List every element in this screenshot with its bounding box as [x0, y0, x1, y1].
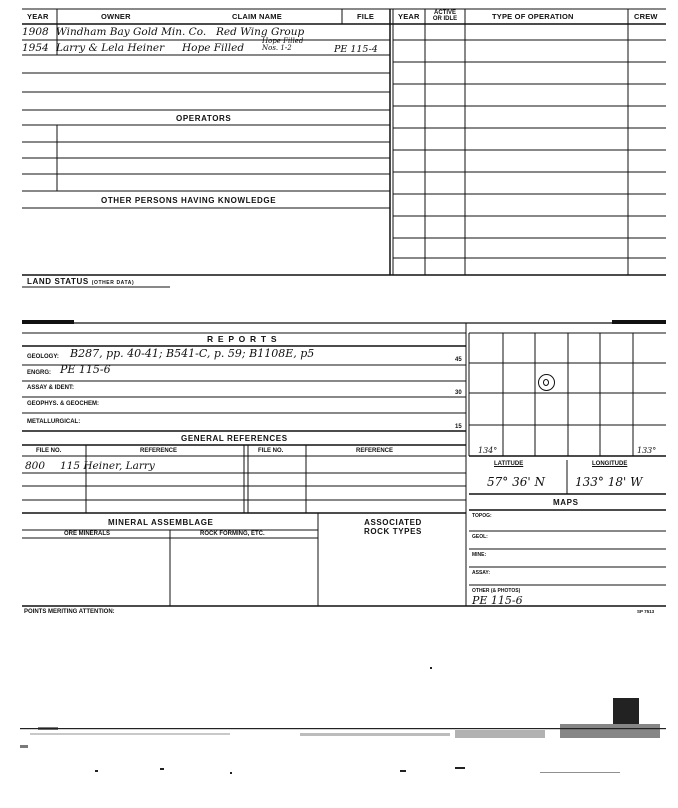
- land-status-label: LAND STATUS: [27, 277, 89, 286]
- gr-col-reference-2: REFERENCE: [356, 448, 394, 454]
- points-meriting-attention-label: POINTS MERITING ATTENTION:: [24, 609, 115, 615]
- latitude-label: LATITUDE: [494, 461, 524, 467]
- owner-row-2-file: PE 115-4: [334, 44, 378, 55]
- header-active-line1: ACTIVE: [433, 10, 456, 16]
- header-file: FILE: [357, 12, 375, 21]
- margin-30: 30: [455, 390, 462, 396]
- gr-col-reference: REFERENCE: [140, 448, 178, 454]
- owner-row-2-note: Hope Filled Nos. 1-2: [262, 37, 304, 52]
- lon-left-value: 134°: [478, 446, 498, 455]
- ore-minerals-label: ORE MINERALS: [64, 531, 111, 537]
- gr-row-1-file-no: 800: [25, 460, 46, 472]
- rock-forming-label: ROCK FORMING, ETC.: [200, 531, 265, 537]
- maps-geol-label: GEOL:: [472, 534, 488, 540]
- latitude-value: 57° 36' N: [487, 475, 545, 489]
- land-status-title: [27, 277, 134, 286]
- assay-ident-label: ASSAY & IDENT:: [27, 385, 75, 391]
- owner-row-2-claim: Hope Filled: [182, 42, 245, 54]
- location-marker: [538, 374, 555, 391]
- longitude-label: LONGITUDE: [592, 461, 628, 467]
- owner-row-1-owner: Windham Bay Gold Min. Co.: [56, 26, 207, 38]
- other-persons-title: OTHER PERSONS HAVING KNOWLEDGE: [101, 196, 277, 205]
- maps-other-label: OTHER (& PHOTOS): [472, 588, 521, 594]
- gr-col-file-no: FILE NO.: [36, 448, 62, 454]
- header-owner: OWNER: [101, 12, 131, 21]
- metallurgical-label: METALLURGICAL:: [27, 419, 81, 425]
- mineral-assemblage-title: MINERAL ASSEMBLAGE: [108, 518, 214, 527]
- longitude-value: 133° 18' W: [575, 475, 643, 489]
- engrg-label: ENGRG:: [27, 370, 51, 376]
- associated-rock-types-title: [334, 518, 452, 536]
- maps-mine-label: MINE:: [472, 552, 487, 558]
- margin-45: 45: [455, 357, 462, 363]
- header-type-of-operation: TYPE OF OPERATION: [492, 12, 574, 21]
- header-year: YEAR: [27, 12, 49, 21]
- header-claim-name: CLAIM NAME: [232, 12, 282, 21]
- gr-row-1-reference: 115 Heiner, Larry: [60, 460, 155, 472]
- land-status-sub: (OTHER DATA): [91, 280, 135, 286]
- reports-title: R E P O R T S: [207, 334, 278, 344]
- associated-rock-line1: ASSOCIATED: [364, 518, 422, 527]
- operators-title: OPERATORS: [176, 114, 232, 123]
- maps-other-value: PE 115-6: [472, 594, 523, 607]
- maps-topog-label: TOPOG:: [472, 513, 492, 519]
- geophys-label: GEOPHYS. & GEOCHEM:: [27, 401, 100, 407]
- header-crew: CREW: [634, 12, 658, 21]
- form-number: SP 7513: [637, 609, 655, 614]
- owner-row-1-claim: Red Wing Group: [216, 26, 305, 38]
- geology-label: GEOLOGY:: [27, 354, 59, 360]
- maps-assay-label: ASSAY:: [472, 570, 491, 576]
- general-references-title: GENERAL REFERENCES: [181, 434, 288, 443]
- owner-row-2-owner: Larry & Lela Heiner: [56, 42, 165, 54]
- geology-value: B287, pp. 40-41; B541-C, p. 59; B1108E, p5: [70, 347, 315, 360]
- margin-15: 15: [455, 424, 462, 430]
- owner-row-1-year: 1908: [22, 26, 49, 38]
- lon-right-value: 133°: [637, 446, 657, 455]
- maps-title: MAPS: [553, 498, 579, 507]
- header-active-or-idle: [427, 10, 463, 22]
- header-active-line2: OR IDLE: [432, 16, 458, 22]
- header-year-2: YEAR: [398, 12, 420, 21]
- gr-col-file-no-2: FILE NO.: [258, 448, 284, 454]
- engrg-value: PE 115-6: [60, 363, 111, 376]
- associated-rock-line2: ROCK TYPES: [363, 527, 422, 536]
- owner-row-2-year: 1954: [22, 42, 49, 54]
